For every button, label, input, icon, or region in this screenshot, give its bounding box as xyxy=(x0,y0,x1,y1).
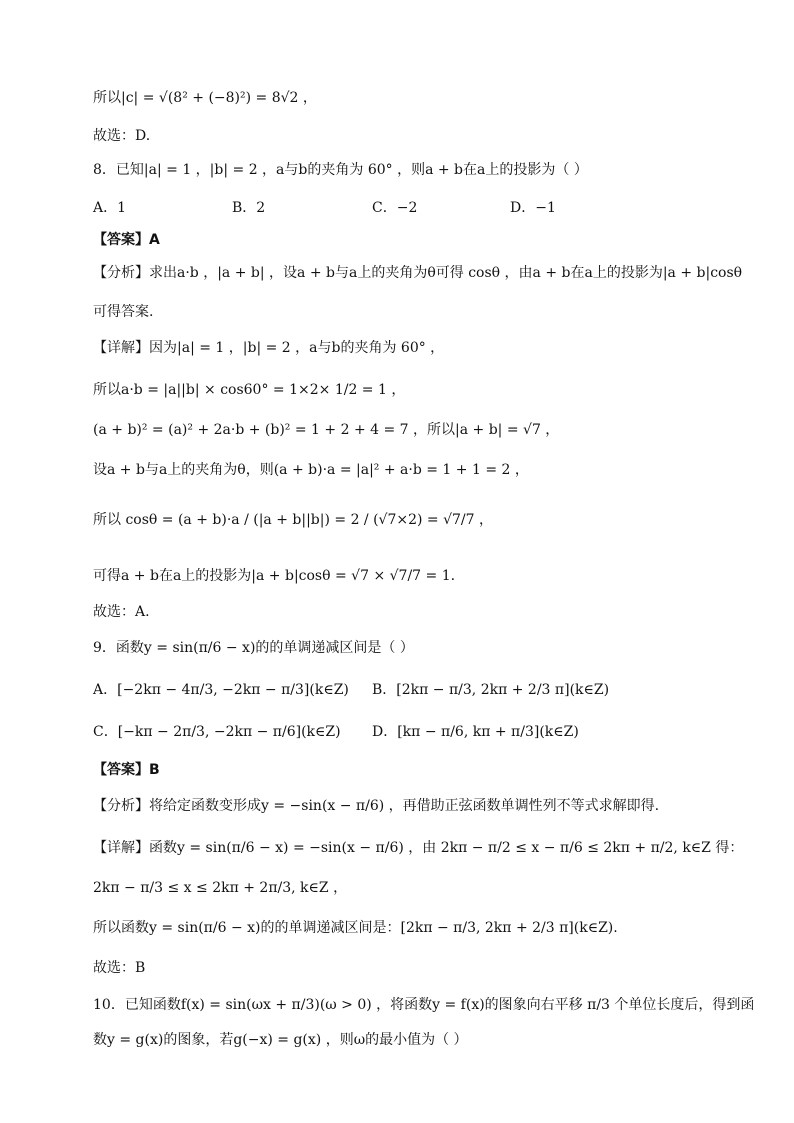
q8-choice: 故选：A. xyxy=(93,604,150,620)
q8-detail-1: 【详解】因为|a| = 1 ，|b| = 2 ，a与b的夹角为 60° ， xyxy=(93,340,445,356)
q8-analysis-1: 【分析】求出a·b ，|a + b| ，设a + b与a上的夹角为θ可得 cosθ ，由a + b在a上的投影为|a + b|cosθ xyxy=(93,265,743,281)
solution-line-c-magnitude: 所以|c| = √(8² + (−8)²) = 8√2 ， xyxy=(93,90,317,106)
q8-analysis-2: 可得答案. xyxy=(93,304,154,320)
q9-option-c: C．[−kπ − 2π/3, −2kπ − π/6](k∈Z) xyxy=(93,724,341,740)
question-9-stem: 9．函数y = sin(π/6 − x)的的单调递减区间是（ ） xyxy=(93,640,414,656)
question-10-stem-1: 10．已知函数f(x) = sin(ωx + π/3)(ω > 0) ，将函数y = f(x)的图象向右平移 π/3 个单位长度后，得到函 xyxy=(93,997,755,1013)
q9-detail-2: 2kπ − π/3 ≤ x ≤ 2kπ + 2π/3, k∈Z ， xyxy=(93,880,348,896)
q9-analysis: 【分析】将给定函数变形成y = −sin(x − π/6) ，再借助正弦函数单调性列不等式求解即得. xyxy=(93,798,660,814)
q9-detail-1: 【详解】函数y = sin(π/6 − x) = −sin(x − π/6) ，由 2kπ − π/2 ≤ x − π/6 ≤ 2kπ + π/2, k∈Z 得： xyxy=(93,840,744,856)
q9-option-d: D．[kπ − π/6, kπ + π/3](k∈Z) xyxy=(372,724,579,740)
q9-option-b: B．[2kπ − π/3, 2kπ + 2/3 π](k∈Z) xyxy=(372,682,610,698)
q9-detail-3: 所以函数y = sin(π/6 − x)的的单调递减区间是：[2kπ − π/3, 2kπ + 2/3 π](k∈Z). xyxy=(93,920,618,936)
q8-answer: 【答案】A xyxy=(93,232,160,248)
q8-detail-2: 所以a·b = |a||b| × cos60° = 1×2× 1/2 = 1 ， xyxy=(93,382,406,398)
q8-option-d: D．−1 xyxy=(510,200,556,216)
q9-choice: 故选：B xyxy=(93,960,146,976)
q8-detail-6: 可得a + b在a上的投影为|a + b|cosθ = √7 × √7/7 = 1. xyxy=(93,568,456,584)
q8-option-b: B．2 xyxy=(232,200,266,216)
q8-detail-5: 所以 cosθ = (a + b)·a / (|a + b||b|) = 2 / (√7×2) = √7/7 ， xyxy=(93,512,494,528)
q8-option-a: A．1 xyxy=(93,200,127,216)
question-8-stem: 8．已知|a| = 1 ，|b| = 2 ，a与b的夹角为 60° ，则a + b在a上的投影为（ ） xyxy=(93,162,588,178)
q8-option-c: C．−2 xyxy=(372,200,418,216)
q8-detail-4: 设a + b与a上的夹角为θ，则(a + b)·a = |a|² + a·b = 1 + 1 = 2 ， xyxy=(93,462,529,478)
q9-option-a: A．[−2kπ − 4π/3, −2kπ − π/3](k∈Z) xyxy=(93,682,349,698)
q9-answer: 【答案】B xyxy=(93,762,160,778)
q8-detail-3: (a + b)² = (a)² + 2a·b + (b)² = 1 + 2 + 4 = 7 ，所以|a + b| = √7 ， xyxy=(93,422,560,438)
answer-choice-line: 故选：D. xyxy=(93,128,151,144)
question-10-stem-2: 数y = g(x)的图象，若g(−x) = g(x) ，则ω的最小值为（ ） xyxy=(93,1032,468,1048)
